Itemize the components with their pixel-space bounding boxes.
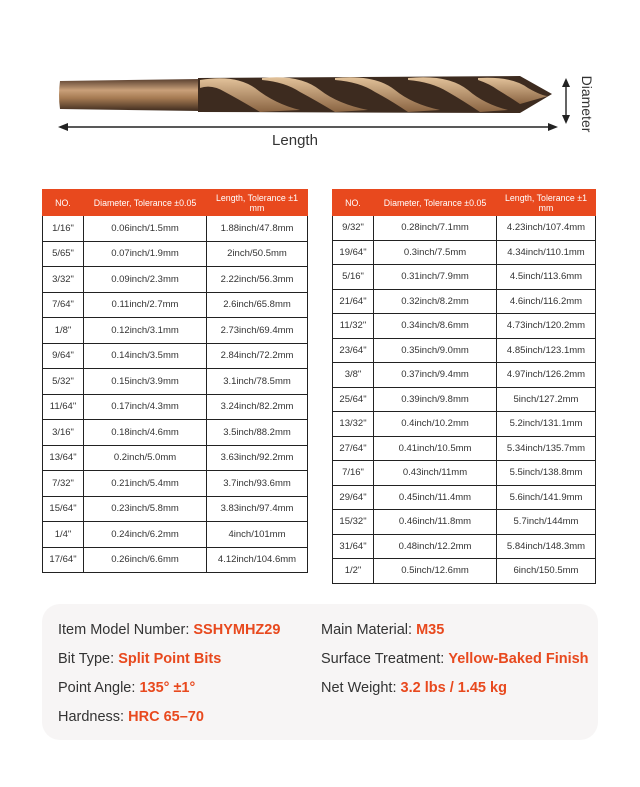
size-number-cell: 7/64": [43, 292, 84, 318]
length-cell: 2.22inch/56.3mm: [207, 267, 308, 293]
table-header-row: [333, 190, 596, 216]
diameter-cell: 0.21inch/5.4mm: [84, 471, 207, 497]
length-cell: 2.84inch/72.2mm: [207, 343, 308, 369]
size-number-cell: 23/64": [333, 338, 374, 363]
length-cell: 5.5inch/138.8mm: [497, 461, 596, 486]
length-cell: 4.97inch/126.2mm: [497, 363, 596, 388]
diameter-cell: 0.31inch/7.9mm: [374, 265, 497, 290]
length-cell: 4inch/101mm: [207, 522, 308, 548]
diameter-cell: 0.37inch/9.4mm: [374, 363, 497, 388]
drill-size-table-left: [42, 189, 308, 573]
size-number-cell: 11/64": [43, 394, 84, 420]
header-no: NO.: [333, 190, 374, 216]
length-cell: 4.5inch/113.6mm: [497, 265, 596, 290]
length-cell: 5.34inch/135.7mm: [497, 436, 596, 461]
table-row: [333, 240, 596, 265]
size-number-cell: 1/2": [333, 559, 374, 584]
table-row: [333, 338, 596, 363]
size-number-cell: 3/8": [333, 363, 374, 388]
table-row: [333, 216, 596, 241]
bit-type-label: Bit Type:: [58, 651, 115, 667]
size-number-cell: 3/32": [43, 267, 84, 293]
size-number-cell: 19/64": [333, 240, 374, 265]
bit-type-row: [58, 651, 221, 667]
size-number-cell: 11/32": [333, 314, 374, 339]
item-model-label: Item Model Number:: [58, 622, 190, 638]
table-row: [333, 412, 596, 437]
table-row: [43, 292, 308, 318]
header-diameter: Diameter, Tolerance ±0.05: [84, 190, 207, 216]
surface-treatment-row: [321, 651, 589, 667]
diameter-cell: 0.2inch/5.0mm: [84, 445, 207, 471]
length-cell: 4.73inch/120.2mm: [497, 314, 596, 339]
table-row: [43, 522, 308, 548]
table-row: [333, 363, 596, 388]
size-number-cell: 15/64": [43, 496, 84, 522]
size-number-cell: 9/64": [43, 343, 84, 369]
header-diameter: Diameter, Tolerance ±0.05: [374, 190, 497, 216]
diameter-label: Diameter: [579, 75, 595, 133]
length-cell: 3.1inch/78.5mm: [207, 369, 308, 395]
table-row: [333, 510, 596, 535]
diameter-cell: 0.26inch/6.6mm: [84, 547, 207, 573]
diameter-cell: 0.11inch/2.7mm: [84, 292, 207, 318]
length-dimension-arrow: [58, 123, 558, 131]
table-row: [43, 547, 308, 573]
length-cell: 2inch/50.5mm: [207, 241, 308, 267]
diameter-cell: 0.28inch/7.1mm: [374, 216, 497, 241]
drill-size-table-right: [332, 189, 596, 584]
diameter-cell: 0.34inch/8.6mm: [374, 314, 497, 339]
surface-treatment-value: Yellow-Baked Finish: [448, 651, 589, 667]
diameter-cell: 0.48inch/12.2mm: [374, 534, 497, 559]
diameter-cell: 0.09inch/2.3mm: [84, 267, 207, 293]
length-cell: 4.23inch/107.4mm: [497, 216, 596, 241]
net-weight-row: [321, 680, 507, 696]
table-row: [333, 387, 596, 412]
size-number-cell: 25/64": [333, 387, 374, 412]
item-model-row: [58, 622, 280, 638]
diameter-cell: 0.17inch/4.3mm: [84, 394, 207, 420]
length-cell: 3.24inch/82.2mm: [207, 394, 308, 420]
size-number-cell: 3/16": [43, 420, 84, 446]
table-row: [43, 420, 308, 446]
length-cell: 5.84inch/148.3mm: [497, 534, 596, 559]
main-material-label: Main Material:: [321, 622, 413, 638]
table-row: [43, 267, 308, 293]
diameter-cell: 0.3inch/7.5mm: [374, 240, 497, 265]
table-row: [43, 369, 308, 395]
diameter-cell: 0.12inch/3.1mm: [84, 318, 207, 344]
diameter-cell: 0.32inch/8.2mm: [374, 289, 497, 314]
diameter-cell: 0.41inch/10.5mm: [374, 436, 497, 461]
diameter-cell: 0.43inch/11mm: [374, 461, 497, 486]
size-number-cell: 1/8": [43, 318, 84, 344]
table-row: [333, 461, 596, 486]
diameter-cell: 0.15inch/3.9mm: [84, 369, 207, 395]
size-number-cell: 5/65": [43, 241, 84, 267]
size-number-cell: 17/64": [43, 547, 84, 573]
table-row: [43, 445, 308, 471]
diameter-cell: 0.24inch/6.2mm: [84, 522, 207, 548]
length-cell: 3.63inch/92.2mm: [207, 445, 308, 471]
size-number-cell: 7/32": [43, 471, 84, 497]
diameter-cell: 0.4inch/10.2mm: [374, 412, 497, 437]
diameter-cell: 0.5inch/12.6mm: [374, 559, 497, 584]
point-angle-row: [58, 680, 195, 696]
length-cell: 3.83inch/97.4mm: [207, 496, 308, 522]
length-cell: 6inch/150.5mm: [497, 559, 596, 584]
table-row: [43, 343, 308, 369]
net-weight-value: 3.2 lbs / 1.45 kg: [400, 680, 507, 696]
length-cell: 2.6inch/65.8mm: [207, 292, 308, 318]
hardness-row: [58, 709, 204, 725]
header-length: Length, Tolerance ±1 mm: [207, 190, 308, 216]
bit-type-value: Split Point Bits: [118, 651, 222, 667]
size-number-cell: 21/64": [333, 289, 374, 314]
diameter-cell: 0.23inch/5.8mm: [84, 496, 207, 522]
size-number-cell: 7/16": [333, 461, 374, 486]
size-number-cell: 15/32": [333, 510, 374, 535]
header-no: NO.: [43, 190, 84, 216]
length-cell: 4.85inch/123.1mm: [497, 338, 596, 363]
length-cell: 4.6inch/116.2mm: [497, 289, 596, 314]
table-row: [333, 289, 596, 314]
length-cell: 3.5inch/88.2mm: [207, 420, 308, 446]
length-cell: 4.12inch/104.6mm: [207, 547, 308, 573]
table-header-row: [43, 190, 308, 216]
item-model-value: SSHYMHZ29: [193, 622, 281, 638]
point-angle-label: Point Angle:: [58, 680, 136, 696]
size-number-cell: 29/64": [333, 485, 374, 510]
length-cell: 2.73inch/69.4mm: [207, 318, 308, 344]
length-cell: 1.88inch/47.8mm: [207, 216, 308, 242]
size-number-cell: 27/64": [333, 436, 374, 461]
point-angle-value: 135° ±1°: [139, 680, 196, 696]
length-cell: 5.6inch/141.9mm: [497, 485, 596, 510]
size-number-cell: 5/32": [43, 369, 84, 395]
table-row: [333, 485, 596, 510]
diameter-cell: 0.39inch/9.8mm: [374, 387, 497, 412]
size-number-cell: 31/64": [333, 534, 374, 559]
diameter-dimension-arrow: [562, 78, 570, 124]
table-row: [43, 394, 308, 420]
table-row: [333, 559, 596, 584]
length-cell: 4.34inch/110.1mm: [497, 240, 596, 265]
main-material-value: M35: [416, 622, 445, 638]
product-info-card: [42, 604, 598, 740]
diameter-cell: 0.07inch/1.9mm: [84, 241, 207, 267]
table-row: [333, 534, 596, 559]
diameter-cell: 0.18inch/4.6mm: [84, 420, 207, 446]
length-cell: 5.2inch/131.1mm: [497, 412, 596, 437]
size-number-cell: 1/16": [43, 216, 84, 242]
length-label: Length: [272, 132, 318, 149]
length-cell: 5inch/127.2mm: [497, 387, 596, 412]
size-number-cell: 13/32": [333, 412, 374, 437]
surface-treatment-label: Surface Treatment:: [321, 651, 445, 667]
diameter-cell: 0.46inch/11.8mm: [374, 510, 497, 535]
table-row: [43, 496, 308, 522]
table-row: [43, 216, 308, 242]
size-number-cell: 9/32": [333, 216, 374, 241]
size-number-cell: 13/64": [43, 445, 84, 471]
table-row: [333, 314, 596, 339]
diameter-cell: 0.35inch/9.0mm: [374, 338, 497, 363]
hardness-label: Hardness:: [58, 709, 125, 725]
table-row: [43, 471, 308, 497]
diameter-cell: 0.45inch/11.4mm: [374, 485, 497, 510]
length-cell: 3.7inch/93.6mm: [207, 471, 308, 497]
table-row: [43, 241, 308, 267]
size-number-cell: 1/4": [43, 522, 84, 548]
size-number-cell: 5/16": [333, 265, 374, 290]
main-material-row: [321, 622, 444, 638]
drill-bit: [59, 76, 552, 113]
diameter-cell: 0.14inch/3.5mm: [84, 343, 207, 369]
net-weight-label: Net Weight:: [321, 680, 397, 696]
table-row: [43, 318, 308, 344]
hardness-value: HRC 65–70: [128, 709, 204, 725]
table-row: [333, 265, 596, 290]
header-length: Length, Tolerance ±1 mm: [497, 190, 596, 216]
table-row: [333, 436, 596, 461]
length-cell: 5.7inch/144mm: [497, 510, 596, 535]
diameter-cell: 0.06inch/1.5mm: [84, 216, 207, 242]
